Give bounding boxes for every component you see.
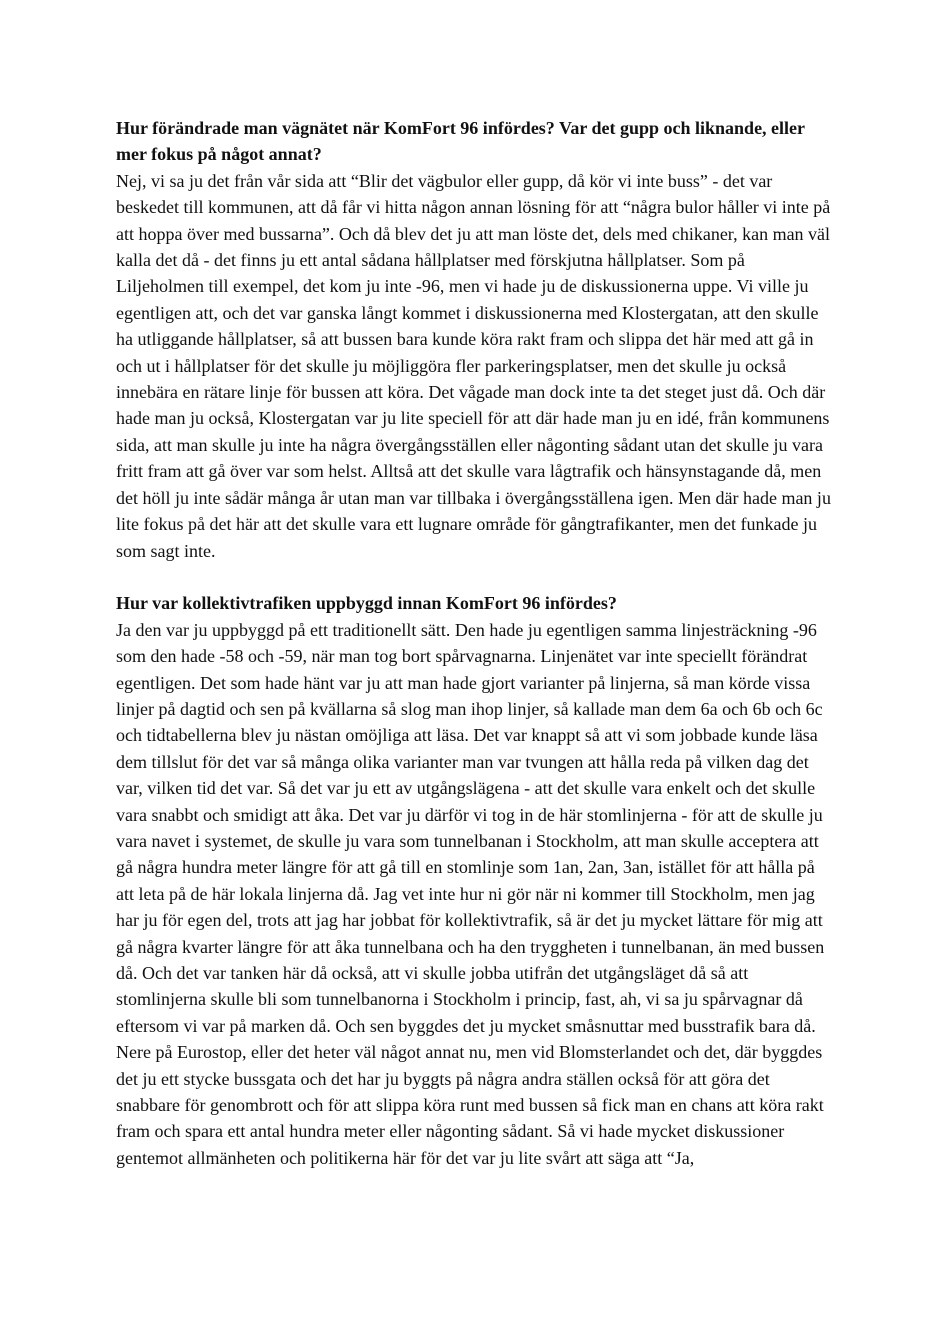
section-1-answer: Nej, vi sa ju det från vår sida att “Blir det vägbulor eller gupp, då kör vi inte buss” - det var beskedet till kommunen, att då får vi hitta någon annan lösning för att “några bulor håller vi inte på att hoppa över med bussarna”. Och då blev det ju att man löste det, dels med chikaner, kan man väl kalla det då - det finns ju ett antal sådana hållplatser med förskjutna hållplatser. Som på Liljeholmen till exempel, det kom ju inte -96, men vi hade ju de diskussionerna uppe. Vi ville ju egentligen att, och det var ganska långt kommet i diskussionerna med Klostergatan, att den skulle ha utliggande hållplatser, så att bussen bara kunde köra rakt fram och slippa det här med att gå in och ut i hållplatser för det skulle ju möjliggöra fler parkeringsplatser, men det skulle ju också innebära en rätare linje för bussen att köra. Det vågade man dock inte ta det steget just då. Och där hade man ju också, Klostergatan var ju lite speciell för att där hade man ju en idé, från kommunens sida, att man skulle ju inte ha några övergångsställen eller någonting sådant utan det skulle ju vara fritt fram att gå över var som helst. Alltså att det skulle vara lågtrafik och hänsynstagande då, men det höll ju inte sådär många år utan man var tillbaka i övergångsställena igen. Men där hade man ju lite fokus på det här att det skulle vara ett lugnare område för gångtrafikanter, men det funkade ju som sagt inte.: [116, 170, 831, 561]
section-2-question: Hur var kollektivtrafiken uppbyggd innan KomFort 96 infördes?: [116, 593, 617, 614]
section-2-answer: Ja den var ju uppbyggd på ett traditionellt sätt. Den hade ju egentligen samma linjesträckning -96 som den hade -58 och -59, när man tog bort spårvagnarna. Linjenätet var inte speciellt förändrat egentligen. Det som hade hänt var ju att man hade gjort varianter på linjerna, så man körde vissa linjer på dagtid och sen på kvällarna så slog man ihop linjer, så kallade man dem 6a och 6b och 6c och tidtabellerna blev ju nästan omöjliga att läsa. Det var knappt så att vi som jobbade kunde läsa dem tillslut för det var så många olika varianter man var tvungen att hålla reda på vilken dag det var, vilken tid det var. Så det var ju ett av utgångslägena - att det skulle vara enkelt och det skulle vara snabbt och smidigt att åka. Det var ju därför vi tog in de här stomlinjerna - för att de skulle ju vara navet i systemet, de skulle ju vara som tunnelbanan i Stockholm, att man skulle acceptera att gå några hundra meter längre för att gå till en stomlinje som 1an, 2an, 3an, istället för att hålla på att leta på de här lokala linjerna då. Jag vet inte hur ni gör när ni kommer till Stockholm, men jag har ju för egen del, trots att jag har jobbat för kollektivtrafik, så är det ju mycket lättare för mig att gå några kvarter längre för att åka tunnelbana och ha den tryggheten i tunnelbanan, än med bussen då. Och det var tanken här då också, att vi skulle jobba utifrån det utgångsläget då så att stomlinjerna skulle bli som tunnelbanorna i Stockholm i princip, fast, ah, vi sa ju spårvagnar då eftersom vi var på marken då. Och sen byggdes det ju mycket småsnuttar med busstrafik bara då. Nere på Eurostop, eller det heter väl något annat nu, men vid Blomsterlandet och det, där byggdes det ju ett stycke bussgata och det har ju byggts på några andra ställen också för att göra det snabbare för genombrott och för att slippa köra runt med bussen så fick man en chans att köra rakt fram och spara ett antal hundra meter eller någonting sådant. Så vi hade mycket diskussioner gentemot allmänheten och politikerna här för det var ju lite svårt att säga att “Ja,: [116, 619, 825, 1168]
document-body: [116, 115, 834, 1171]
paragraph-gap: [116, 564, 834, 590]
section-1-question: Hur förändrade man vägnätet när KomFort 96 infördes? Var det gupp och liknande, eller mer fokus på något annat?: [116, 118, 805, 165]
